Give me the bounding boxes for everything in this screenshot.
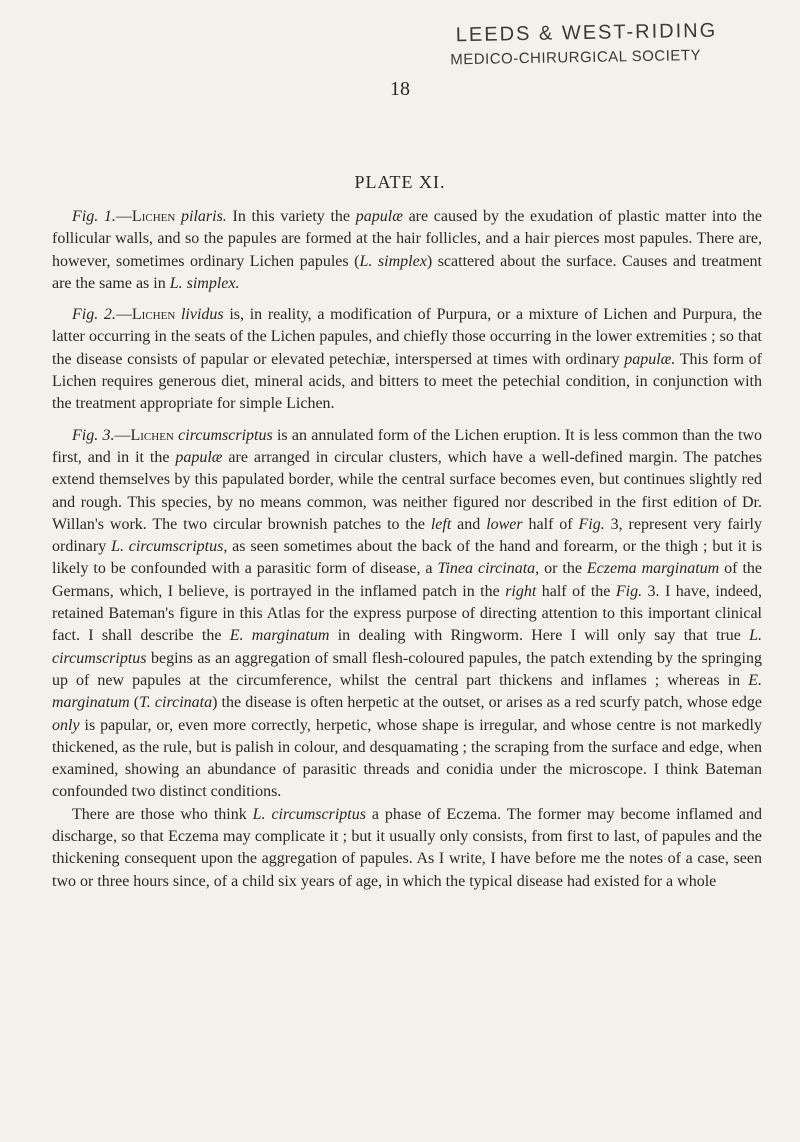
text-run: are caused by the exudation of plastic matter into the follicular walls, and so the papules are formed at the hair follicles, and a hair pierces most papules. There are, however, sometimes ordinary Lichen papules ( [52,208,762,270]
text-run: and [451,515,487,533]
italic-run: Tinea circinata, [437,560,540,578]
italic-run: E. marginatum [52,671,762,712]
text-run: In this variety the [226,208,356,225]
small-caps-run: Lichen [131,208,176,225]
italic-run: Fig. 3. [72,426,115,444]
paragraph-fig-3 [52,425,762,804]
text-run: or the [539,560,587,578]
small-caps-run: Lichen [130,426,174,444]
text-run: begins as an aggregation of small flesh-coloured papules, the patch extending by the springing up of new papules at the circumference, whilst the central part thickens and inflames ; whereas in [52,649,762,689]
italic-run: L. circumscriptus [252,805,366,823]
italic-run: Fig. [615,582,643,600]
body-text [52,206,762,902]
text-run: are arranged in circular clusters, which have a well-defined margin. The patches extend themselves by this papulated border, while the central surface becomes even, but continues slightly red and rough. This species, by no means common, was neither figured nor described in the first edition of Dr. Willan's work. The two circular brownish patches to the [52,448,763,533]
text-run: — [115,306,132,324]
italic-run: Fig. 2. [72,306,116,324]
italic-run: Eczema marginatum [586,560,720,578]
italic-run: left [430,515,452,533]
italic-run: lower [486,515,523,533]
text-run: 3. I have, indeed, retained Bateman's figure in this Atlas for the express purpose of directing attention to this important clinical fact. I shall describe the [52,582,763,645]
text-run: ) the disease is often herpetic at the outset, or arises as a red scurfy patch, whose edge [212,694,763,712]
small-caps-run: Lichen [131,306,176,324]
text-run: is, in reality, a modification of Purpura, or a mixture of Lichen and Purpura, the latter occurring in the seats of the Lichen papules, and chiefly those occurring in the lower extremities ; so that the disease consists of papular or elevated petechiæ, interspersed at times with ordinary [52,306,762,368]
italic-run: right [505,582,537,600]
text-run: in dealing with Ringworm. Here I will only say that true [329,627,750,645]
italic-run: L. circumscriptus, [111,538,228,556]
paragraph-continuation [52,804,762,893]
text-run: This form of Lichen requires generous diet, mineral acids, and bitters to meet the petechial condition, in conjunction with the treatment appropriate for simple Lichen. [52,350,762,413]
italic-run: papulæ [175,448,223,466]
italic-run: Fig. 1. [72,208,116,225]
italic-run: L. simplex [359,252,427,270]
italic-run: E. marginatum [229,627,330,645]
text-run: ( [129,694,140,712]
paragraph-fig-2 [52,304,762,415]
library-stamp [450,20,718,69]
italic-run: papulæ. [624,350,676,368]
italic-run: only [52,716,80,734]
plate-title: PLATE XI. [354,172,446,192]
text-run: There are those who think [72,805,253,823]
text-run: as seen sometimes about the back of the hand and forearm, or the thigh ; but it is likely to be confounded with a parasitic form of disease, a [52,538,763,578]
italic-run: lividus [180,306,224,324]
italic-run: pilaris. [181,208,227,225]
italic-run: papulæ [355,208,403,225]
stamp-line-2: MEDICO-CHIRURGICAL SOCIETY [450,46,702,69]
text-run: of the Germans, which, I believe, is portrayed in the inflamed patch in the [52,560,763,600]
text-run: — [115,208,132,225]
page-number: 18 [390,78,410,100]
text-run: 3, represent very fairly ordinary [52,515,763,556]
text-run: is an annulated form of the Lichen eruption. It is less common than the two first, and in it the [52,426,763,466]
text-run: is papular, or, even more correctly, herpetic, whose shape is irregular, and whose centre is not markedly thickened, as the rule, but is palish in colour, and desquamating ; the scraping from the surface and edge, when examined, showing an abundance of parasitic threads and conidia under the microscope. I think Bateman confounded two distinct conditions. [52,716,762,801]
text-run: a phase of Eczema. The former may become inflamed and discharge, so that Eczema may complicate it ; but it usually only consists, from first to last, of papules and the thickening consequent upon the aggregation of papules. As I write, I have before me the notes of a case, seen two or three hours since, of a child six years of age, in which the typical disease had existed for a whole [52,805,762,890]
text-run: ) scattered about the surface. Causes and treatment are the same as in [52,252,762,292]
italic-run: L. simplex. [169,274,240,292]
italic-run: T. circinata [139,694,213,712]
text-run: half of the [536,582,616,600]
italic-run: circumscriptus [178,426,273,444]
italic-run: Fig. [578,515,605,533]
stamp-line-1: LEEDS & WEST-RIDING [455,19,718,47]
paragraph-fig-1 [52,206,762,295]
text-run: — [114,426,131,444]
text-run: half of [522,515,579,533]
italic-run: L. circumscriptus [52,627,763,667]
